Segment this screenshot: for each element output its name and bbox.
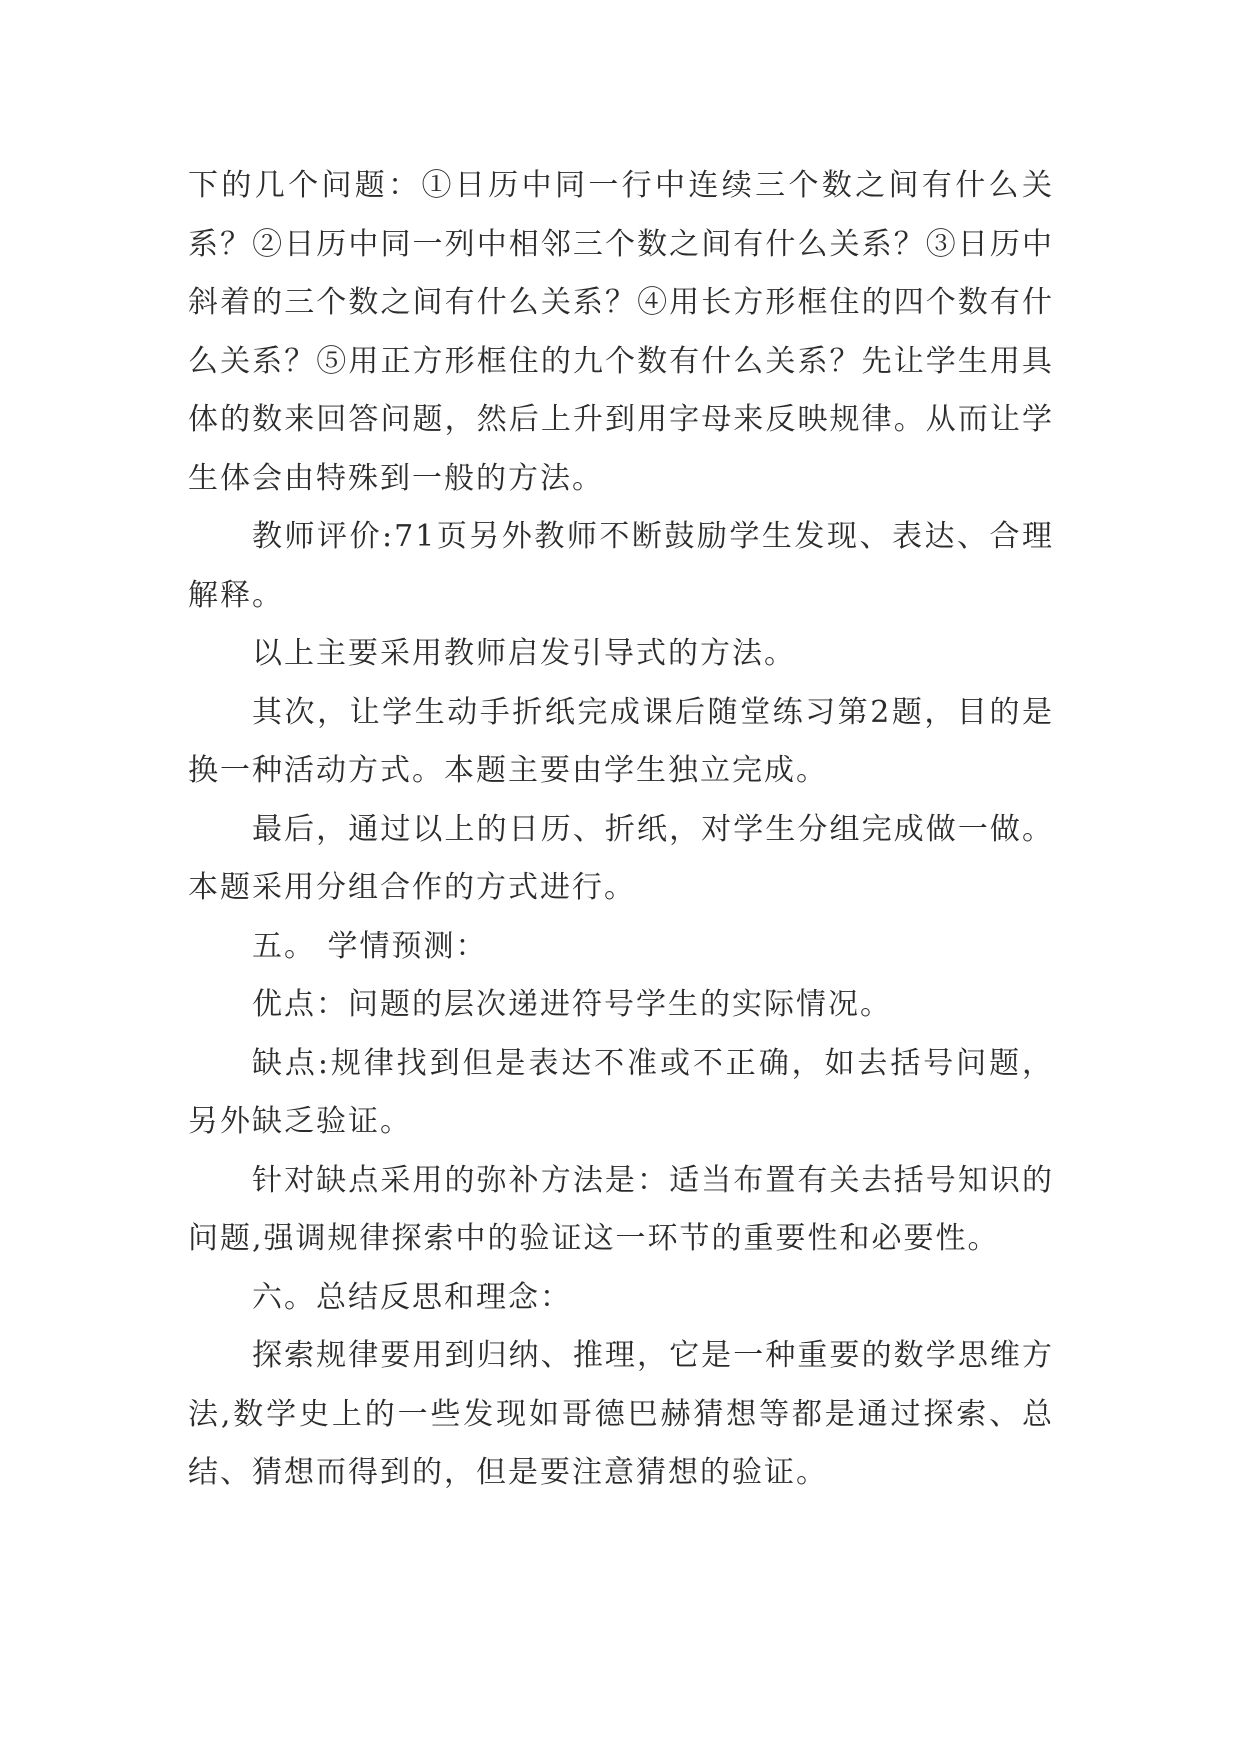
- paragraph-teacher-evaluation: 教师评价:71页另外教师不断鼓励学生发现、表达、合理解释。: [188, 519, 1054, 613]
- body-text: [188, 157, 1054, 1503]
- paragraph-group-work: 最后，通过以上的日历、折纸，对学生分组完成做一做。本题采用分组合作的方式进行。: [188, 811, 1054, 905]
- paragraph-exploring-patterns: 探索规律要用到归纳、推理，它是一种重要的数学思维方法,数学史上的一些发现如哥德巴赫猜想等都是通过探索、总结、猜想而得到的，但是要注意猜想的验证。: [188, 1338, 1054, 1490]
- paragraph-method-summary: 以上主要采用教师启发引导式的方法。: [252, 636, 796, 671]
- section-heading-learning-forecast: 五。 学情预测：: [252, 928, 488, 964]
- paragraph-paper-folding: 其次，让学生动手折纸完成课后随堂练习第2题，目的是换一种活动方式。本题主要由学生独立完成。: [188, 694, 1054, 788]
- section-heading-reflection: 六。总结反思和理念：: [252, 1279, 572, 1315]
- paragraph-calendar-questions: 下的几个问题：①日历中同一行中连续三个数之间有什么关系？②日历中同一列中相邻三个数之间有什么关系？③日历中斜着的三个数之间有什么关系？④用长方形框住的四个数有什么关系？⑤用正方形框住的九个数有什么关系？先让学生用具体的数来回答问题，然后上升到用字母来反映规律。从而让学生体会由特殊到一般的方法。: [188, 168, 1054, 496]
- paragraph-advantages: 优点：问题的层次递进符号学生的实际情况。: [252, 987, 892, 1022]
- paragraph-disadvantages: 缺点:规律找到但是表达不准或不正确，如去括号问题，另外缺乏验证。: [188, 1045, 1054, 1139]
- paragraph-remedy: 针对缺点采用的弥补方法是：适当布置有关去括号知识的问题,强调规律探索中的验证这一环节的重要性和必要性。: [188, 1162, 1054, 1256]
